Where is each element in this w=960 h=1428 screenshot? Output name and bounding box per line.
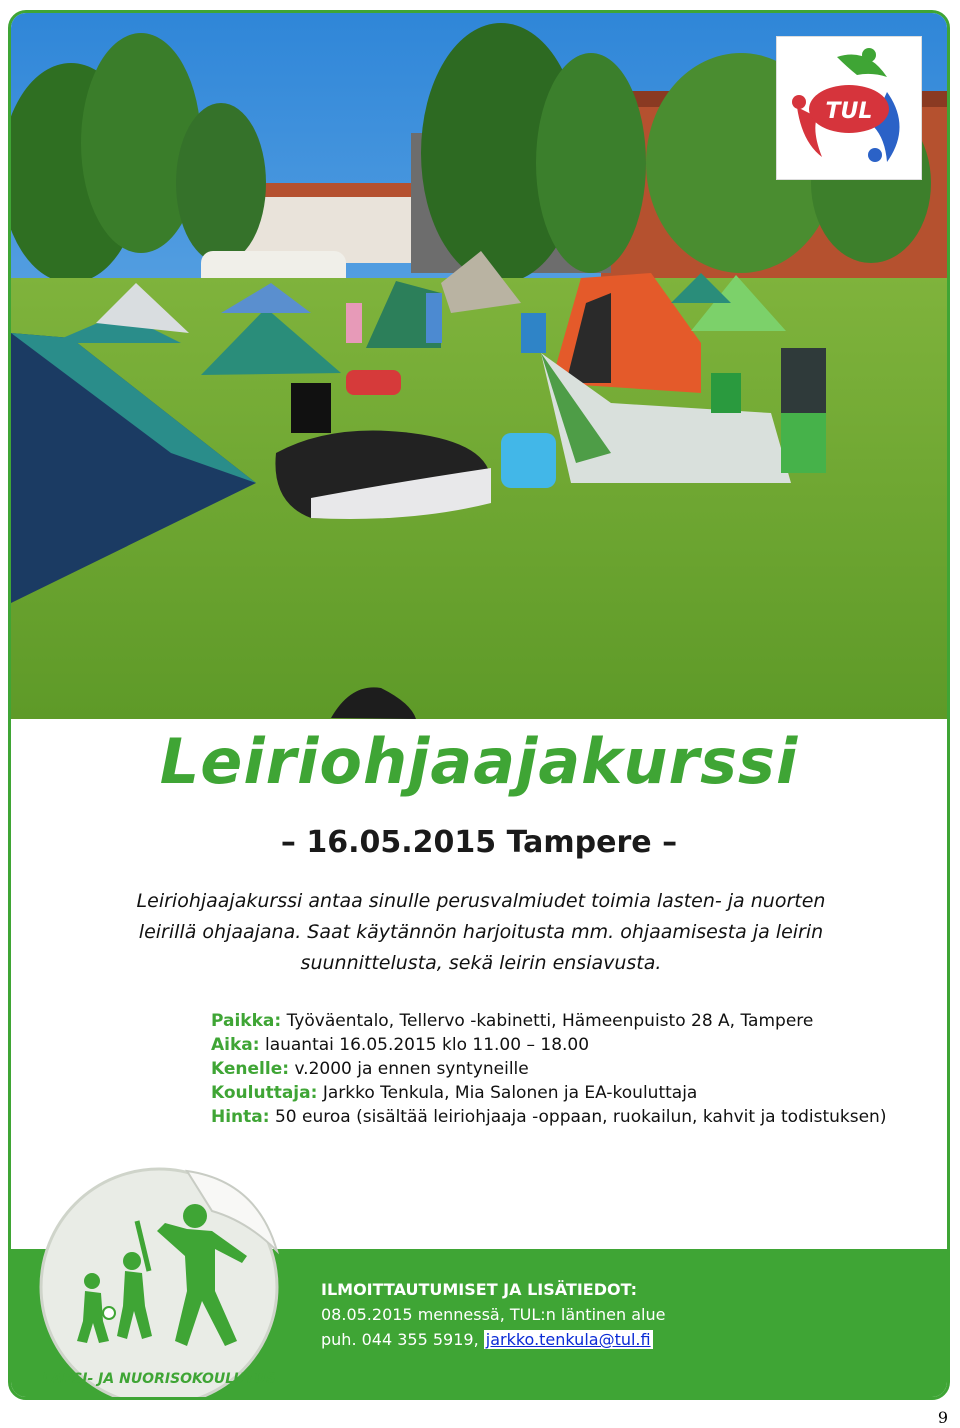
course-details — [211, 1009, 931, 1129]
tul-logo — [776, 36, 922, 180]
detail-label: Kenelle: — [211, 1059, 290, 1079]
intro-line: leirillä ohjaajana. Saat käytännön harjoitusta mm. ohjaamisesta ja leirin — [138, 921, 824, 943]
intro-paragraph — [71, 886, 891, 979]
detail-value: Työväentalo, Tellervo -kabinetti, Hämeenpuisto 28 A, Tampere — [286, 1011, 814, 1031]
detail-value: v.2000 ja ennen syntyneille — [294, 1059, 529, 1079]
course-title: Leiriohjaajakurssi — [159, 725, 799, 798]
phone-number: puh. 044 355 5919, — [321, 1330, 479, 1349]
detail-value: lauantai 16.05.2015 klo 11.00 – 18.00 — [264, 1035, 590, 1055]
detail-value: Jarkko Tenkula, Mia Salonen ja EA-kouluttaja — [322, 1083, 698, 1103]
detail-row-audience — [211, 1057, 931, 1081]
detail-row-trainer — [211, 1081, 931, 1105]
intro-line: Leiriohjaajakurssi antaa sinulle perusvalmiudet toimia lasten- ja nuorten — [136, 890, 826, 912]
registration-contact — [321, 1327, 665, 1352]
page-number: 9 — [937, 1408, 948, 1427]
detail-row-location — [211, 1009, 931, 1033]
registration-deadline: 08.05.2015 mennessä, TUL:n läntinen alue — [321, 1305, 666, 1324]
email-link[interactable]: jarkko.tenkula@tul.fi — [485, 1330, 651, 1349]
detail-row-time — [211, 1033, 931, 1057]
tul-logo-text: TUL — [825, 99, 873, 124]
detail-row-price — [211, 1105, 931, 1129]
detail-label: Kouluttaja: — [211, 1083, 318, 1103]
detail-label: Paikka: — [211, 1011, 282, 1031]
flyer-frame — [8, 10, 950, 1400]
detail-label: Aika: — [211, 1035, 260, 1055]
intro-line: suunnittelusta, sekä leirin ensiavusta. — [300, 952, 662, 974]
youth-education-badge — [37, 1161, 287, 1400]
course-date-location: – 16.05.2015 Tampere – — [280, 825, 678, 860]
detail-label: Hinta: — [211, 1107, 270, 1127]
detail-value: 50 euroa (sisältää leiriohjaaja -oppaan, ruokailun, kahvit ja todistuksen) — [274, 1107, 887, 1127]
registration-info — [321, 1277, 665, 1352]
badge-text: LAPSI- JA NUORISOKOULUTUS — [42, 1371, 276, 1387]
registration-heading: ILMOITTAUTUMISET JA LISÄTIEDOT: — [321, 1280, 638, 1299]
